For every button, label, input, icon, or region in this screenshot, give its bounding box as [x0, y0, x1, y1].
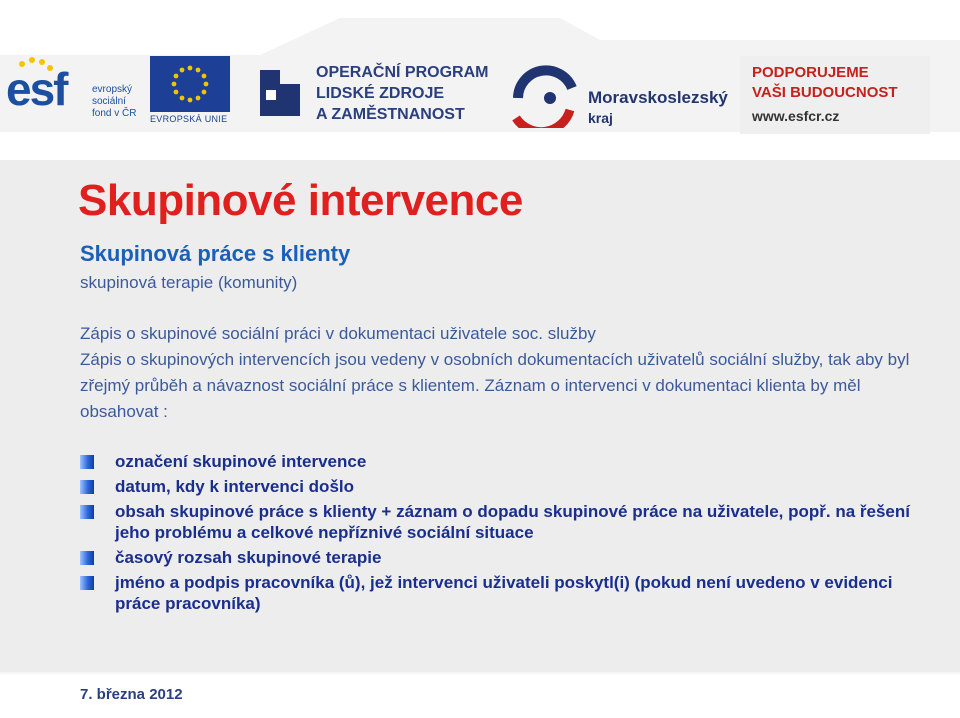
footer-date: 7. března 2012 [80, 686, 183, 703]
logo-banner [0, 0, 960, 160]
bullet-text: datum, kdy k intervenci došlo [115, 477, 355, 496]
op-lzz-logo-icon [256, 60, 306, 120]
esf-caption [92, 84, 136, 120]
slide-subtitle: Skupinová práce s klienty [80, 241, 351, 266]
region-logo-icon [510, 58, 582, 128]
square-bullet-icon [80, 576, 94, 590]
esf-letters: esf [6, 63, 67, 115]
list-item [80, 501, 910, 543]
op-lzz-line: OPERAČNÍ PROGRAM [316, 64, 489, 81]
list-item [80, 547, 910, 568]
square-bullet-icon [80, 455, 94, 469]
op-lzz-line: LIDSKÉ ZDROJE [316, 85, 445, 102]
footer-divider [0, 672, 960, 674]
esf-logo [0, 52, 150, 132]
esf-caption-line: sociální [92, 96, 126, 107]
bullet-list [80, 451, 910, 618]
eu-flag-icon [150, 56, 230, 112]
support-line-1: PODPORUJEME [752, 64, 869, 81]
region-name: Moravskoslezský [588, 88, 728, 107]
square-bullet-icon [80, 505, 94, 519]
op-lzz-line: A ZAMĚSTNANOST [316, 106, 465, 123]
esf-caption-line: evropský [92, 84, 133, 95]
paragraph-line: Zápis o skupinové sociální práci v dokumentaci uživatele soc. služby [80, 324, 596, 343]
square-bullet-icon [80, 551, 94, 565]
support-line-2: VAŠI BUDOUCNOST [752, 84, 898, 101]
paragraph-line: Zápis o skupinových intervencích jsou vedeny v osobních dokumentacích uživatelů sociální služby, tak aby byl zřejmý průběh a návaznost sociální práce s klientem. Záznam o intervenci v dokumentaci klienta by měl obsahovat : [80, 350, 910, 421]
bullet-text: jméno a podpis pracovníka (ů), jež intervenci uživateli poskytl(i) (pokud není uvedeno v evidenci práce pracovníka) [115, 573, 893, 613]
op-lzz-text [316, 62, 488, 125]
square-bullet-icon [80, 480, 94, 494]
eu-stars-icon [150, 56, 230, 112]
list-item [80, 476, 910, 497]
bullet-text: obsah skupinové práce s klienty + záznam o dopadu skupinové práce na uživatele, popř. na řešení jeho problému a celkové nepříznivé sociální situace [115, 502, 910, 542]
support-slogan [740, 56, 930, 134]
body-paragraph [80, 321, 920, 425]
list-item [80, 451, 910, 472]
esf-caption-line: fond v ČR [92, 108, 137, 119]
region-emblem-icon [510, 58, 582, 128]
bullet-text: označení skupinové intervence [115, 452, 367, 471]
logo-row [0, 52, 960, 132]
slide-title: Skupinové intervence [78, 176, 523, 225]
region-suffix: kraj [588, 110, 613, 126]
op-lzz-mark-icon [256, 60, 306, 120]
list-item [80, 572, 910, 614]
eu-caption: EVROPSKÁ UNIE [150, 114, 228, 124]
bullet-text: časový rozsah skupinové terapie [115, 548, 382, 567]
support-url: www.esfcr.cz [752, 108, 840, 124]
slide-subsubtitle: skupinová terapie (komunity) [80, 273, 298, 292]
